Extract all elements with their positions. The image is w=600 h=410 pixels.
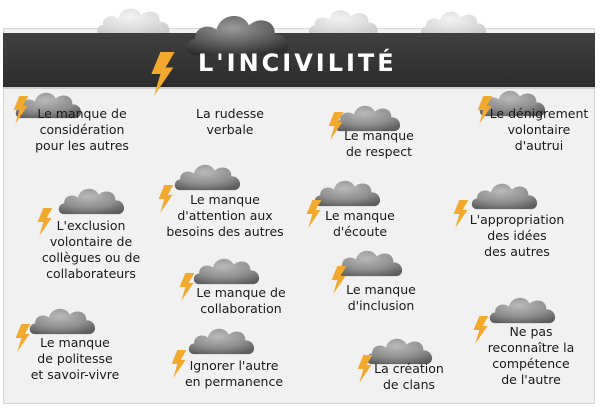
incivility-item-label: Le manque d'inclusion xyxy=(346,282,416,313)
incivility-item-label: Ignorer l'autre en permanence xyxy=(184,358,284,389)
incivility-item-label: La création de clans xyxy=(374,361,444,392)
incivility-item-label: Le dénigrement volontaire d'autrui xyxy=(489,106,589,153)
incivility-item-label: L'appropriation des idées des autres xyxy=(469,212,565,259)
storm-cloud-icon xyxy=(313,172,385,210)
lightning-bolt-icon xyxy=(148,52,178,96)
storm-cloud-icon xyxy=(192,250,264,288)
incivility-item-label: Le manque de politesse et savoir-vivre xyxy=(30,335,120,382)
storm-cloud-icon xyxy=(57,180,129,218)
incivility-item-label: Le manque de considération pour les autres xyxy=(35,106,129,153)
incivility-item-label: Le manque d'écoute xyxy=(325,208,395,239)
incivility-item-label: La rudesse verbale xyxy=(196,106,264,137)
incivility-item-label: Le manque de respect xyxy=(344,128,414,159)
incivility-item-label: L'exclusion volontaire de collègues ou de collaborateurs xyxy=(41,218,141,281)
incivility-item-label: Ne pas reconnaître la compétence de l'autre xyxy=(487,324,575,387)
incivility-item-label: Le manque d'attention aux besoins des autres xyxy=(166,192,284,239)
storm-cloud-icon xyxy=(470,175,542,213)
storm-cloud-icon xyxy=(28,300,100,338)
storm-cloud-icon xyxy=(187,320,259,358)
incivility-item-label: Le manque de collaboration xyxy=(196,285,286,316)
storm-cloud-icon xyxy=(173,156,245,194)
page-title: L'INCIVILITÉ xyxy=(198,49,397,77)
storm-cloud-icon xyxy=(488,289,560,327)
